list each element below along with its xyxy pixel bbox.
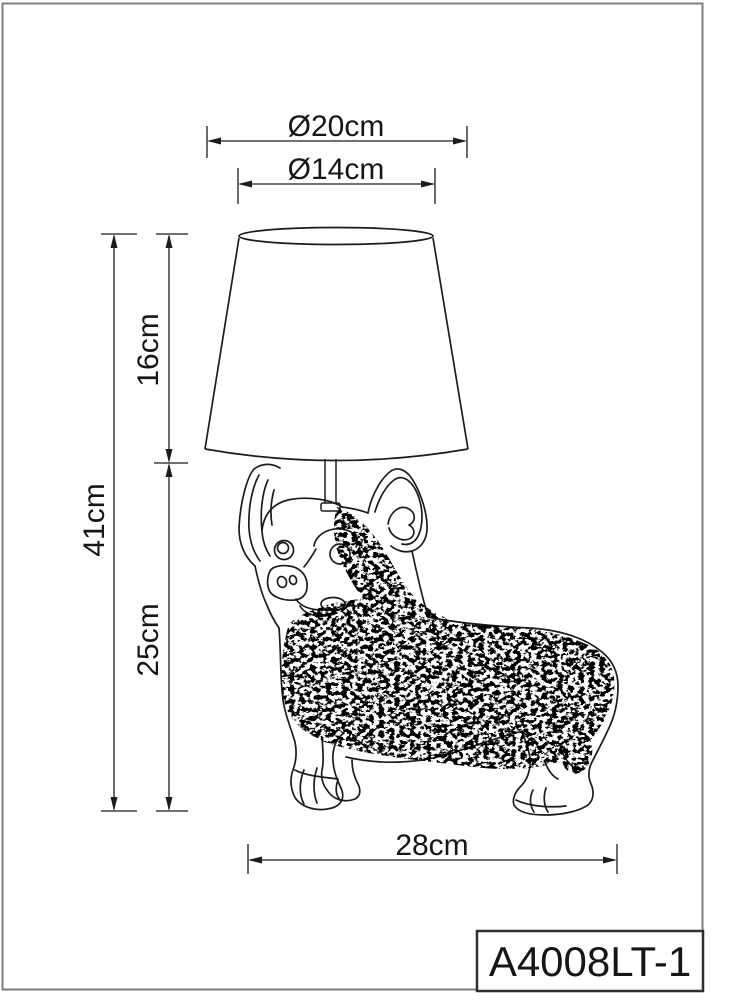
label-base-length: 28cm — [395, 829, 469, 862]
lampshade — [205, 228, 468, 461]
label-figure-height: 25cm — [132, 603, 165, 677]
label-shade-height: 16cm — [132, 313, 165, 387]
title-block — [477, 931, 703, 991]
lamp-rod — [321, 459, 340, 511]
label-shade-top-diameter: Ø14cm — [287, 153, 385, 186]
right-ear — [368, 469, 427, 552]
left-ear — [239, 469, 255, 566]
product-code: A4008LT-1 — [488, 938, 692, 985]
label-total-height: 41cm — [78, 483, 111, 557]
label-shade-bottom-diameter: Ø20cm — [287, 110, 385, 143]
